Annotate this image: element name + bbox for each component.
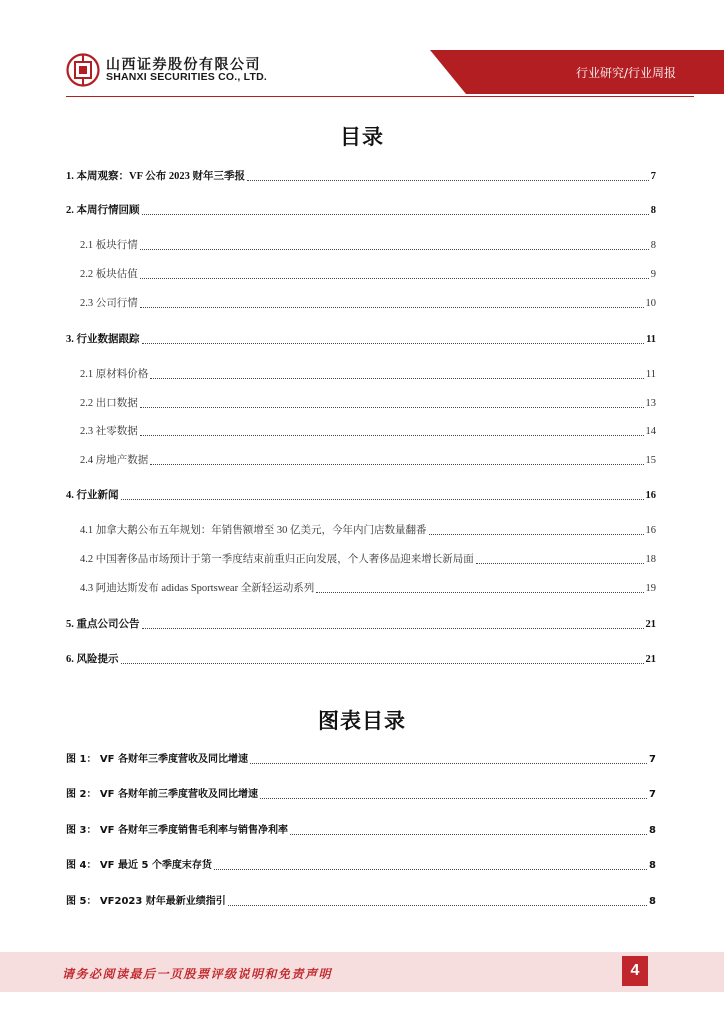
- dot-leader: [140, 298, 644, 308]
- dot-leader: [228, 896, 647, 906]
- dot-leader: [121, 654, 644, 664]
- figure-entry-label: 图 1： VF 各财年三季度营收及同比增速: [66, 754, 248, 765]
- figure-entry-label: 图 4： VF 最近 5 个季度末存货: [66, 860, 212, 871]
- dot-leader: [140, 426, 644, 436]
- dot-leader: [140, 269, 649, 279]
- figure-entry[interactable]: [66, 859, 656, 873]
- toc-entry-label: 2.1 原材料价格: [80, 369, 149, 380]
- toc-entry-page: 16: [645, 490, 656, 501]
- toc-subentry[interactable]: [80, 239, 656, 253]
- toc-title: 目录: [340, 125, 384, 149]
- toc-subentry[interactable]: [80, 582, 656, 596]
- toc-subentry[interactable]: [80, 397, 656, 411]
- toc-entry-label: 2.1 板块行情: [80, 240, 138, 251]
- toc-entry-label: 4.2 中国奢侈品市场预计于第一季度结束前重归正向发展，个人奢侈品迎来增长新局面: [80, 554, 474, 565]
- toc-subentry[interactable]: [80, 524, 656, 538]
- toc-entry-label: 2.4 房地产数据: [80, 455, 149, 466]
- dot-leader: [476, 554, 644, 564]
- toc-entry-label: 6. 风险提示: [66, 654, 119, 665]
- toc-entry-label: 3. 行业数据跟踪: [66, 334, 140, 345]
- toc-entry-page: 10: [645, 298, 656, 309]
- toc-entry-label: 2.2 出口数据: [80, 398, 138, 409]
- figure-entry-page: 8: [649, 896, 656, 907]
- figure-entry-page: 7: [649, 789, 656, 800]
- toc-entry[interactable]: [66, 204, 656, 218]
- toc-subentry[interactable]: [80, 268, 656, 282]
- toc-entry-page: 18: [645, 554, 656, 565]
- company-logo-icon: [66, 53, 100, 87]
- toc-entry-page: 7: [650, 171, 656, 182]
- dot-leader: [214, 860, 647, 870]
- toc-entry-label: 2.3 社零数据: [80, 426, 138, 437]
- toc-entry-page: 9: [650, 269, 656, 280]
- figure-entry-label: 图 2： VF 各财年前三季度营收及同比增速: [66, 789, 258, 800]
- toc-entry[interactable]: [66, 489, 656, 503]
- dot-leader: [121, 490, 644, 500]
- dot-leader: [316, 583, 643, 593]
- dot-leader: [290, 825, 647, 835]
- toc-subentry[interactable]: [80, 425, 656, 439]
- toc-entry[interactable]: [66, 170, 656, 184]
- toc-entry-label: 4. 行业新闻: [66, 490, 119, 501]
- toc-entry-page: 13: [645, 398, 656, 409]
- toc-entry-label: 2.3 公司行情: [80, 298, 138, 309]
- figure-entry-page: 7: [649, 754, 656, 765]
- figure-entry[interactable]: [66, 788, 656, 802]
- toc-subentry[interactable]: [80, 454, 656, 468]
- report-type-label: 行业研究/行业周报: [575, 66, 676, 80]
- page-number: 4: [622, 956, 648, 986]
- header-divider: [66, 96, 694, 97]
- figure-entry-label: 图 3： VF 各财年三季度销售毛利率与销售净利率: [66, 825, 288, 836]
- toc-entry-page: 19: [645, 583, 656, 594]
- dot-leader: [260, 789, 647, 799]
- figure-entry-page: 8: [649, 825, 656, 836]
- figure-entry[interactable]: [66, 753, 656, 767]
- dot-leader: [140, 240, 649, 250]
- toc-entry-page: 8: [650, 205, 656, 216]
- footer-disclaimer: 请务必阅读最后一页股票评级说明和免责声明: [62, 967, 333, 981]
- company-name-cn: 山西证券股份有限公司: [106, 57, 261, 73]
- toc-entry[interactable]: [66, 618, 656, 632]
- figure-entry-label: 图 5： VF2023 财年最新业绩指引: [66, 896, 226, 907]
- dot-leader: [140, 398, 644, 408]
- dot-leader: [247, 171, 649, 181]
- toc-entry-label: 2.2 板块估值: [80, 269, 138, 280]
- dot-leader: [142, 619, 644, 629]
- toc-entry-page: 15: [645, 455, 656, 466]
- figures-title: 图表目录: [318, 709, 406, 733]
- toc-subentry[interactable]: [80, 368, 656, 382]
- toc-entry[interactable]: [66, 653, 656, 667]
- dot-leader: [429, 525, 644, 535]
- page-header: [0, 0, 724, 105]
- dot-leader: [150, 455, 643, 465]
- dot-leader: [142, 334, 645, 344]
- toc-entry-page: 21: [645, 654, 656, 665]
- figure-entry[interactable]: [66, 824, 656, 838]
- toc-entry[interactable]: [66, 333, 656, 347]
- dot-leader: [150, 369, 644, 379]
- toc-entry-page: 16: [645, 525, 656, 536]
- toc-entry-page: 11: [646, 334, 656, 345]
- toc-entry-page: 14: [645, 426, 656, 437]
- toc-entry-page: 11: [645, 369, 656, 380]
- toc-entry-label: 5. 重点公司公告: [66, 619, 140, 630]
- figure-entry-page: 8: [649, 860, 656, 871]
- toc-entry-label: 4.1 加拿大鹅公布五年规划：年销售额增至 30 亿美元，今年内门店数量翻番: [80, 525, 427, 536]
- dot-leader: [142, 205, 649, 215]
- toc-entry-page: 8: [650, 240, 656, 251]
- toc-entry-label: 4.3 阿迪达斯发布 adidas Sportswear 全新轻运动系列: [80, 583, 315, 594]
- toc-subentry[interactable]: [80, 553, 656, 567]
- company-name-en: SHANXI SECURITIES CO., LTD.: [106, 71, 267, 83]
- toc-entry-page: 21: [645, 619, 656, 630]
- figure-entry[interactable]: [66, 895, 656, 909]
- dot-leader: [250, 754, 647, 764]
- toc-entry-label: 2. 本周行情回顾: [66, 205, 140, 216]
- toc-entry-label: 1. 本周观察：VF 公布 2023 财年三季报: [66, 171, 245, 182]
- toc-subentry[interactable]: [80, 297, 656, 311]
